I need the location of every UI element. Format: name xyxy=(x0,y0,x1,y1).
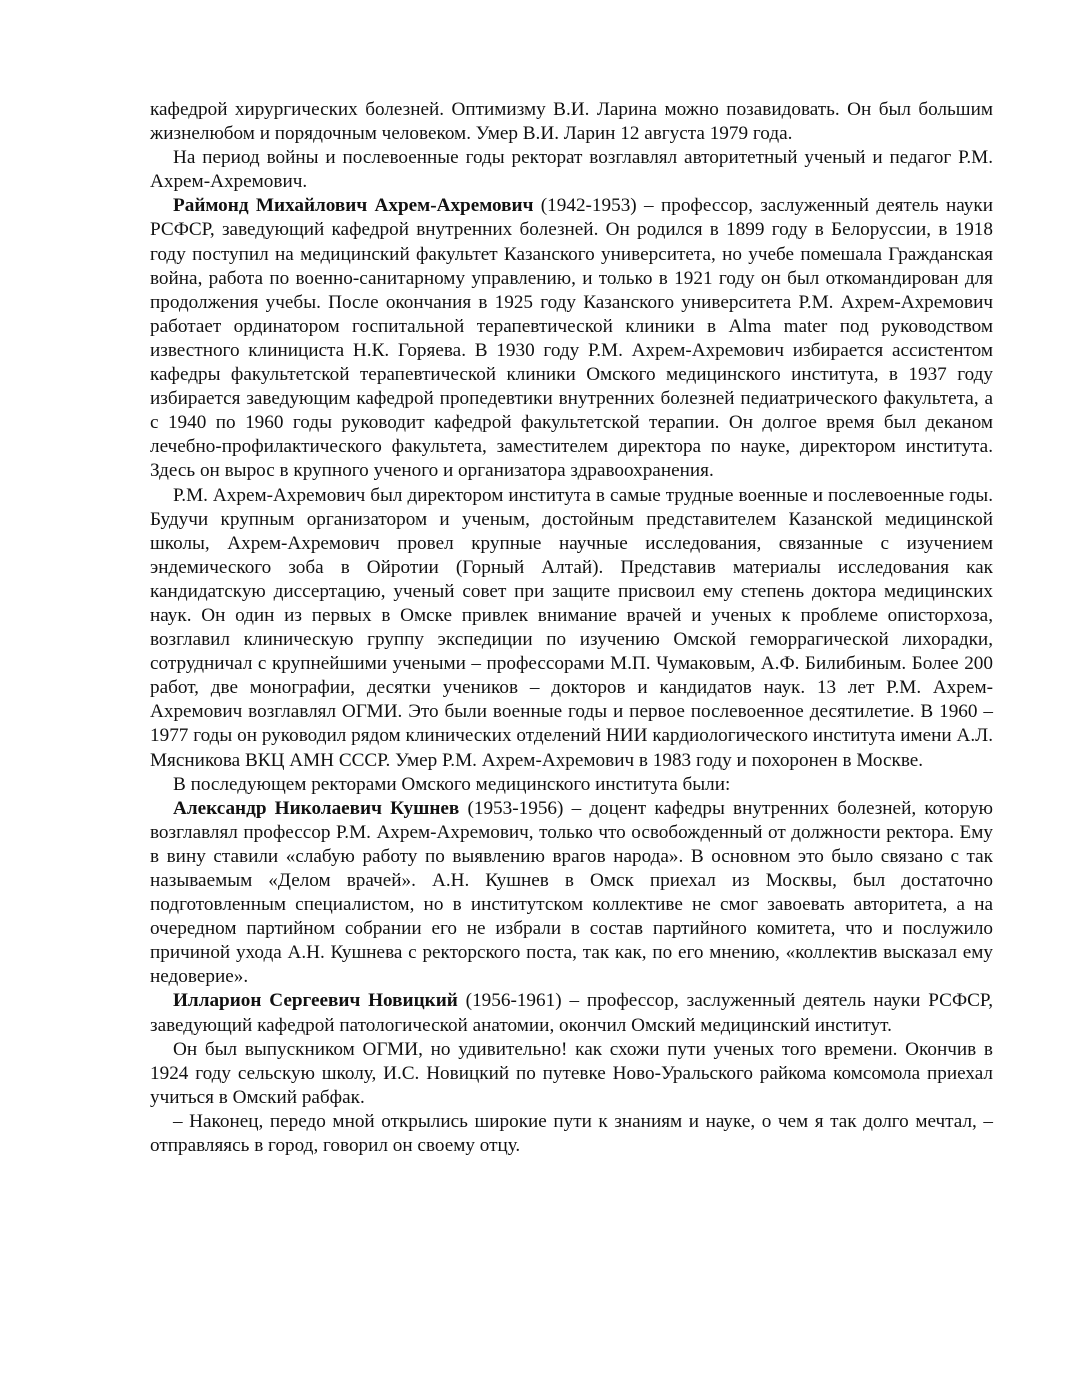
paragraph-novitsky-bio xyxy=(150,989,993,1037)
paragraph-kushnev-bio xyxy=(150,797,993,990)
person-name-bold: Илларион Сергеевич Новицкий xyxy=(173,990,458,1012)
paragraph-war-rectorate xyxy=(150,146,993,194)
paragraph-rectors-intro xyxy=(150,773,993,797)
paragraph-novitsky-quote xyxy=(150,1110,993,1158)
paragraph-text: Он был выпускником ОГМИ, но удивительно! как схожи пути ученых того времени. Окончив в 1924 году сельскую школу, И.С. Новицкий по путевке Ново-Уральского райкома комсомола приехал учиться в Омский рабфак. xyxy=(150,1038,993,1108)
person-name-bold: Александр Николаевич Кушнев xyxy=(173,797,460,819)
paragraph-akhrem-akhremovich-director xyxy=(150,484,993,773)
paragraph-text: кафедрой хирургических болезней. Оптимизму В.И. Ларина можно позавидовать. Он был большим жизнелюбом и порядочным человеком. Умер В.И. Ларин 12 августа 1979 года. xyxy=(150,99,993,145)
paragraph-text: На период войны и послевоенные годы ректорат возглавлял авторитетный ученый и педагог Р.М. Ахрем-Ахремович. xyxy=(150,147,993,193)
paragraph-text: Р.М. Ахрем-Ахремович был директором института в самые трудные военные и послевоенные годы. Будучи крупным организатором и ученым, достойным представителем Казанской медицинской школы, Ахрем-Ахремович провел крупные научные исследования, связанные с изучением эндемического зоба в Ойротии (Горный Алтай). Представив материалы исследования как кандидатскую диссертацию, ученый совет при защите присвоил ему степень доктора медицинских наук. Он один из первых в Омске привлек внимание врачей и ученых к проблеме описторхоза, возглавил клиническую группу экспедиции по изучению Омской геморрагической лихорадки, сотрудничал с крупнейшими учеными – профессорами М.П. Чумаковым, А.Ф. Билибиным. Более 200 работ, две монографии, десятки учеников – докторов и кандидатов наук. 13 лет Р.М. Ахрем-Ахремович возглавлял ОГМИ. Это были военные годы и первое послевоенное десятилетие. В 1960 – 1977 годы он руководил рядом клинических отделений НИИ кардиологического института имени А.Л. Мясникова ВКЦ АМН СССР. Умер Р.М. Ахрем-Ахремович в 1983 году и похоронен в Москве. xyxy=(150,484,993,771)
paragraph-text: (1942-1953) – профессор, заслуженный деятель науки РСФСР, заведующий кафедрой внутренних болезней. Он родился в 1899 году в Белоруссии, в 1918 году поступил на медицинский факультет Казанского университета, но учебе помешала Гражданская война, работа по военно-санитарному управлению, и только в 1921 году он был откомандирован для продолжения учебы. После окончания в 1925 году Казанского университета Р.М. Ахрем-Ахремович работает ординатором госпитальной терапевтической клиники в Alma mater под руководством известного клинициста Н.К. Горяева. В 1930 году Р.М. Ахрем-Ахремович избирается ассистентом кафедры факультетской терапевтической клиники Омского медицинского института, в 1937 году избирается заведующим кафедрой пропедевтики внутренних болезней педиатрического факультета, а с 1940 по 1960 годы руководит кафедрой факультетской терапии. Он долгое время был деканом лечебно-профилактического факультета, заместителем директора по науке, директором института. Здесь он вырос в крупного ученого и организатора здравоохранения. xyxy=(150,195,993,482)
paragraph-text: В последующем ректорами Омского медицинского института были: xyxy=(173,773,731,795)
paragraph-akhrem-akhremovich-bio xyxy=(150,194,993,483)
paragraph-text: (1953-1956) – доцент кафедры внутренних болезней, которую возглавлял профессор Р.М. Ахрем-Ахремович, только что освобожденный от должности ректора. Ему в вину ставили «слабую работу по выявлению врагов народа». В основном это было связано с так называемым «Делом врачей». А.Н. Кушнев в Омск приехал из Москвы, был достаточно подготовленным специалистом, но в институтском коллективе не смог завоевать авторитета, а на очередном партийном собрании его не избрали в состав партийного комитета, что и послужило причиной ухода А.Н. Кушнева с ректорского поста, так как, по его мнению, «коллектив высказал ему недоверие». xyxy=(150,797,994,988)
paragraph-larin-ending xyxy=(150,98,993,146)
paragraph-text: – Наконец, передо мной открылись широкие пути к знаниям и науке, о чем я так долго мечтал, – отправляясь в город, говорил он своему отцу. xyxy=(150,1110,993,1157)
paragraph-novitsky-graduate xyxy=(150,1038,993,1110)
person-name-bold: Раймонд Михайлович Ахрем-Ахремович xyxy=(173,195,534,217)
paragraph-text: (1956-1961) – профессор, заслуженный деятель науки РСФСР, заведующий кафедрой патологической анатомии, окончил Омский медицинский институт. xyxy=(150,990,993,1036)
